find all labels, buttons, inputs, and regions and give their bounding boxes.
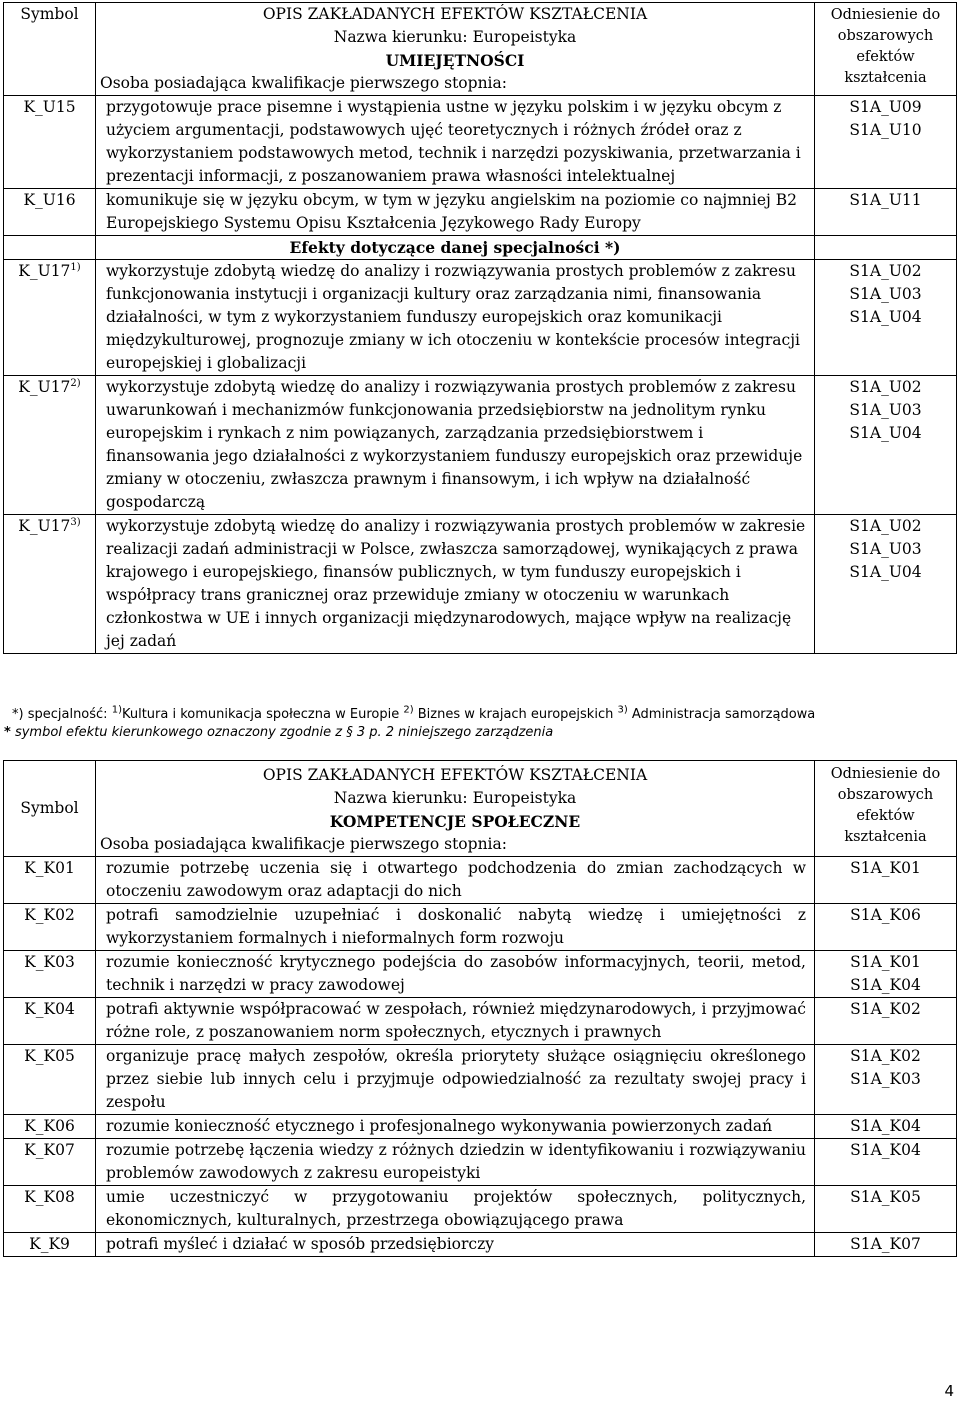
section-title: KOMPETENCJE SPOŁECZNE <box>329 812 581 831</box>
table-row <box>4 1139 957 1186</box>
footnote-prefix: *) specjalność: <box>12 707 112 722</box>
ref-code: S1A_K01 <box>850 953 921 971</box>
ref-cell <box>815 189 957 236</box>
symbol-cell: K_K04 <box>4 998 96 1045</box>
symbol-sup: 3) <box>70 516 81 528</box>
table-row <box>4 857 957 904</box>
ref-cell <box>815 998 957 1045</box>
ref-code: S1A_U03 <box>849 540 922 558</box>
ref-code: S1A_K03 <box>850 1070 921 1088</box>
symbol-cell: K_K03 <box>4 951 96 998</box>
table-row <box>4 1045 957 1115</box>
holder-label: Osoba posiadająca kwalifikacje pierwszego stopnia: <box>100 74 507 92</box>
symbol-sup: 2) <box>70 377 81 389</box>
symbol-sup: 1) <box>70 261 81 273</box>
description-cell: rozumie potrzebę łączenia wiedzy z różnych dziedzin w identyfikowaniu i rozwiązywaniu problemów zawodowych z zakresu europeistyki <box>96 1139 815 1186</box>
section-title: UMIEJĘTNOŚCI <box>385 51 525 70</box>
footnote-sup: 1) <box>111 704 122 716</box>
description-cell: umie uczestniczyć w przygotowaniu projektów społecznych, politycznych, ekonomicznych, kulturalnych, przestrzega obowiązującego prawa <box>96 1186 815 1233</box>
symbol-text: K_U16 <box>23 191 76 209</box>
ref-cell <box>815 857 957 904</box>
ref-cell <box>815 515 957 654</box>
ref-cell <box>815 1115 957 1139</box>
footnote-sup: 3) <box>617 704 628 716</box>
symbol-header: Symbol <box>4 3 96 96</box>
field-name: Nazwa kierunku: Europeistyka <box>333 28 577 46</box>
symbol-cell: K_K07 <box>4 1139 96 1186</box>
ref-code: S1A_K04 <box>850 976 921 994</box>
ref-code: S1A_U03 <box>849 401 922 419</box>
ref-code: S1A_U11 <box>849 191 922 209</box>
table-row <box>4 1115 957 1139</box>
ref-cell <box>815 376 957 515</box>
symbol-text: K_U17 <box>18 517 71 535</box>
ref-code: S1A_U02 <box>849 378 922 396</box>
symbol-cell: K_K05 <box>4 1045 96 1115</box>
footnote-spec1: Kultura i komunikacja społeczna w Europie <box>121 707 404 722</box>
ref-code: S1A_K01 <box>850 859 921 877</box>
symbol-cell: K_K9 <box>4 1233 96 1257</box>
ref-code: S1A_K02 <box>850 1047 921 1065</box>
description-cell: przygotowuje prace pisemne i wystąpienia ustne w języku polskim i w języku obcym z użyciem argumentacji, podstawowych ujęć teoretycznych i różnych źródeł oraz z wykorzystaniem podstawowych metod, technik i narzędzi pozyskiwania, przetwarzania i prezentacji informacji, z poszanowaniem prawa własności intelektualnej <box>96 96 815 189</box>
table-row <box>4 904 957 951</box>
footnote-star: * <box>4 725 11 740</box>
ref-cell <box>815 951 957 998</box>
ref-code: S1A_K02 <box>850 1000 921 1018</box>
ref-header: Odniesienie do obszarowych efektów kształcenia <box>815 761 957 857</box>
description-cell: potrafi samodzielnie uzupełniać i doskonalić nabytą wiedzę i umiejętności z wykorzystaniem formalnych i nieformalnych form rozwoju <box>96 904 815 951</box>
specialty-footnote <box>12 704 816 723</box>
description-cell: rozumie konieczność etycznego i profesjonalnego wykonywania powierzonych zadań <box>96 1115 815 1139</box>
symbol-cell <box>4 236 96 260</box>
symbol-header: Symbol <box>4 761 96 857</box>
symbol-cell: K_K08 <box>4 1186 96 1233</box>
footnote-spec3: Administracja samorządowa <box>627 707 816 722</box>
skills-header-row <box>4 3 957 96</box>
table-row <box>4 1233 957 1257</box>
ref-cell <box>815 236 957 260</box>
symbol-cell <box>4 189 96 236</box>
ref-code: S1A_K04 <box>850 1117 921 1135</box>
doc-title: OPIS ZAKŁADANYCH EFEKTÓW KSZTAŁCENIA <box>262 5 648 23</box>
description-cell: potrafi myśleć i działać w sposób przedsiębiorczy <box>96 1233 815 1257</box>
ref-cell <box>815 1233 957 1257</box>
competences-header-row <box>4 761 957 857</box>
table-row <box>4 998 957 1045</box>
description-cell: organizuje pracę małych zespołów, określa priorytety służące osiągnięciu określonego przez siebie lub innych celu i przyjmuje odpowiedzialność za rezultaty swojej pracy i zespołu <box>96 1045 815 1115</box>
ref-code: S1A_K05 <box>850 1188 921 1206</box>
footnote-text: symbol efektu kierunkowego oznaczony zgodnie z § 3 p. 2 niniejszego zarządzenia <box>10 725 554 740</box>
description-cell: potrafi aktywnie współpracować w zespołach, również międzynarodowych, i przyjmować różne role, z poszanowaniem norm społecznych, etycznych i prawnych <box>96 998 815 1045</box>
ref-code: S1A_K04 <box>850 1141 921 1159</box>
ref-code: S1A_U02 <box>849 262 922 280</box>
description-cell: wykorzystuje zdobytą wiedzę do analizy i rozwiązywania prostych problemów z zakresu uwarunkowań i mechanizmów funkcjonowania przedsiębiorstw na jednolitym rynku europejskim i rynkach z nim powiązanych, zarządzania przedsiębiorstwem i finansowania jego działalności z wykorzystaniem funduszy europejskich oraz przewiduje zmiany w otoczeniu, zwłaszcza prawnym i finansowym, i ich wpływ na działalność gospodarczą <box>96 376 815 515</box>
ref-cell <box>815 96 957 189</box>
page-number: 4 <box>944 1382 954 1400</box>
ref-code: S1A_U04 <box>849 563 922 581</box>
ref-code: S1A_U09 <box>849 98 922 116</box>
symbol-cell <box>4 376 96 515</box>
symbol-cell: K_K01 <box>4 857 96 904</box>
ref-code: S1A_U02 <box>849 517 922 535</box>
table-row <box>4 96 957 189</box>
table-row <box>4 951 957 998</box>
footnote-spec2: Biznes w krajach europejskich <box>413 707 618 722</box>
doc-title: OPIS ZAKŁADANYCH EFEKTÓW KSZTAŁCENIA <box>262 766 648 784</box>
description-cell: rozumie konieczność krytycznego podejścia do zasobów informacyjnych, teorii, metod, technik i narzędzi w pracy zawodowej <box>96 951 815 998</box>
skills-table <box>3 2 957 654</box>
table-row <box>4 260 957 376</box>
competences-header-cell <box>96 761 815 857</box>
symbol-footnote <box>4 725 553 741</box>
description-cell: komunikuje się w języku obcym, w tym w języku angielskim na poziomie co najmniej B2 Europejskiego Systemu Opisu Kształcenia Językowego Rady Europy <box>96 189 815 236</box>
spec-heading: Efekty dotyczące danej specjalności *) <box>96 236 815 260</box>
field-name: Nazwa kierunku: Europeistyka <box>333 789 577 807</box>
ref-code: S1A_U10 <box>849 121 922 139</box>
spec-heading-row <box>4 236 957 260</box>
symbol-cell <box>4 515 96 654</box>
ref-cell <box>815 1139 957 1186</box>
symbol-cell <box>4 96 96 189</box>
table-row <box>4 189 957 236</box>
symbol-text: K_U15 <box>23 98 76 116</box>
table-row <box>4 376 957 515</box>
ref-code: S1A_U03 <box>849 285 922 303</box>
table-row <box>4 1186 957 1233</box>
symbol-cell <box>4 260 96 376</box>
footnote-sup: 2) <box>403 704 414 716</box>
description-cell: rozumie potrzebę uczenia się i otwartego podchodzenia do zmian zachodzących w otoczeniu zawodowym oraz adaptacji do nich <box>96 857 815 904</box>
ref-header: Odniesienie do obszarowych efektów kształcenia <box>815 3 957 96</box>
ref-cell <box>815 1186 957 1233</box>
ref-code: S1A_U04 <box>849 308 922 326</box>
ref-cell <box>815 904 957 951</box>
ref-cell <box>815 1045 957 1115</box>
table-row <box>4 515 957 654</box>
symbol-text: K_U17 <box>18 262 71 280</box>
symbol-cell: K_K06 <box>4 1115 96 1139</box>
symbol-cell: K_K02 <box>4 904 96 951</box>
competences-table <box>3 760 957 1257</box>
description-cell: wykorzystuje zdobytą wiedzę do analizy i rozwiązywania prostych problemów z zakresu funkcjonowania instytucji i organizacji kultury oraz zarządzania nimi, finansowania działalności, w tym z wykorzystaniem funduszy europejskich oraz komunikacji międzykulturowej, prognozuje zmiany w ich otoczeniu w kontekście procesów integracji europejskiej i globalizacji <box>96 260 815 376</box>
holder-label: Osoba posiadająca kwalifikacje pierwszego stopnia: <box>100 835 507 853</box>
skills-header-cell <box>96 3 815 96</box>
ref-cell <box>815 260 957 376</box>
symbol-text: K_U17 <box>18 378 71 396</box>
ref-code: S1A_K07 <box>850 1235 921 1253</box>
description-cell: wykorzystuje zdobytą wiedzę do analizy i rozwiązywania prostych problemów w zakresie realizacji zadań administracji w Polsce, zwłaszcza samorządowej, wynikających z prawa krajowego i europejskiego, finansów publicznych, w tym funduszy europejskich i współpracy trans granicznej oraz przewiduje zmiany w otoczeniu w warunkach członkostwa w UE i innych organizacji międzynarodowych, mające wpływ na realizację jej zadań <box>96 515 815 654</box>
ref-code: S1A_U04 <box>849 424 922 442</box>
ref-code: S1A_K06 <box>850 906 921 924</box>
